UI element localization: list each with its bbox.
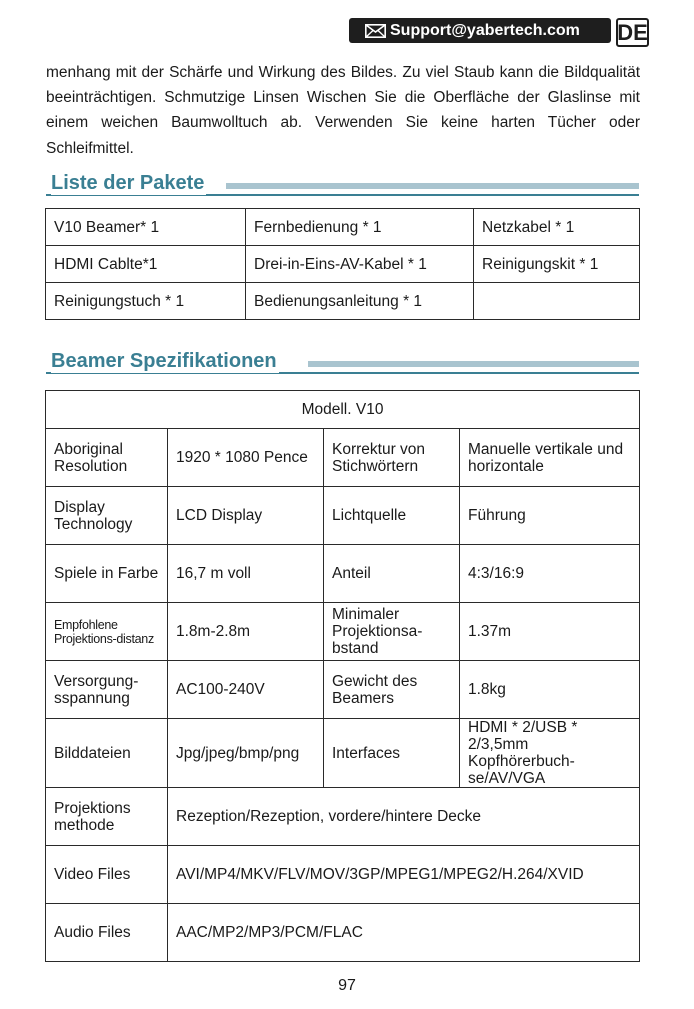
table-cell: Drei-in-Eins-AV-Kabel * 1 [246,246,474,283]
table-row [46,429,640,487]
specs-table [45,390,640,962]
spec-label: Audio Files [46,904,168,962]
spec-label: Aboriginal Resolution [46,429,168,487]
table-row [46,788,640,846]
section-bar [308,361,639,367]
spec-label: Korrektur von Stichwörtern [324,429,460,487]
model-cell: Modell. V10 [46,391,640,429]
table-cell [474,283,640,320]
table-row [46,487,640,545]
intro-paragraph: menhang mit der Schärfe und Wirkung des Bildes. Zu viel Staub kann die Bildqualität beeinträchtigen. Schmutzige Linsen Wischen Sie die Oberfläche der Glaslinse mit einem weichen Baumwolltuch ab. Verwenden Sie keine harten Tücher oder Schleifmittel. [46,64,640,157]
table-cell: Reinigungstuch * 1 [46,283,246,320]
table-cell: Reinigungskit * 1 [474,246,640,283]
table-cell: Bedienungsanleitung * 1 [246,283,474,320]
table-row [46,209,640,246]
table-row [46,545,640,603]
spec-value: AVI/MP4/MKV/FLV/MOV/3GP/MPEG1/MPEG2/H.264/XVID [168,846,640,904]
spec-value: Rezeption/Rezeption, vordere/hintere Decke [168,788,640,846]
spec-label: Versorgung-sspannung [46,661,168,719]
table-cell: Netzkabel * 1 [474,209,640,246]
spec-value: HDMI * 2/USB * 2/3,5mm Kopfhörerbuch-se/AV/VGA [460,719,640,788]
package-section-heading [46,172,639,196]
spec-label: Display Technology [46,487,168,545]
table-row [46,246,640,283]
spec-value: 1920 * 1080 Pence [168,429,324,487]
spec-label: Anteil [324,545,460,603]
spec-label: Spiele in Farbe [46,545,168,603]
table-row [46,661,640,719]
table-row [46,719,640,788]
spec-value: AC100-240V [168,661,324,719]
spec-value: 1.8m-2.8m [168,603,324,661]
spec-value: 4:3/16:9 [460,545,640,603]
mail-icon [365,24,386,38]
language-badge: DE [616,18,649,47]
table-row [46,283,640,320]
spec-value: 1.37m [460,603,640,661]
spec-label: Video Files [46,846,168,904]
table-row [46,846,640,904]
spec-value: LCD Display [168,487,324,545]
spec-label: Bilddateien [46,719,168,788]
spec-value: Manuelle vertikale und horizontale [460,429,640,487]
spec-label: Interfaces [324,719,460,788]
spec-value: Führung [460,487,640,545]
support-email-banner[interactable] [349,18,611,43]
table-cell: V10 Beamer* 1 [46,209,246,246]
table-cell: HDMI Cablte*1 [46,246,246,283]
spec-value: 16,7 m voll [168,545,324,603]
spec-value: Jpg/jpeg/bmp/png [168,719,324,788]
package-table [45,208,640,320]
spec-value: 1.8kg [460,661,640,719]
specs-section-heading [46,350,639,374]
spec-label: Empfohlene Projektions-distanz [46,603,168,661]
spec-value: AAC/MP2/MP3/PCM/FLAC [168,904,640,962]
spec-label: Lichtquelle [324,487,460,545]
package-section-title: Liste der Pakete [51,172,205,194]
table-row [46,904,640,962]
support-email: Support@yabertech.com [390,21,580,39]
table-row [46,603,640,661]
spec-label: Gewicht des Beamers [324,661,460,719]
specs-section-title: Beamer Spezifikationen [51,350,277,372]
table-row [46,391,640,429]
section-bar [226,183,639,189]
spec-label: Minimaler Projektionsa-bstand [324,603,460,661]
page-number: 97 [338,977,356,994]
table-cell: Fernbedienung * 1 [246,209,474,246]
spec-label: Projektions methode [46,788,168,846]
